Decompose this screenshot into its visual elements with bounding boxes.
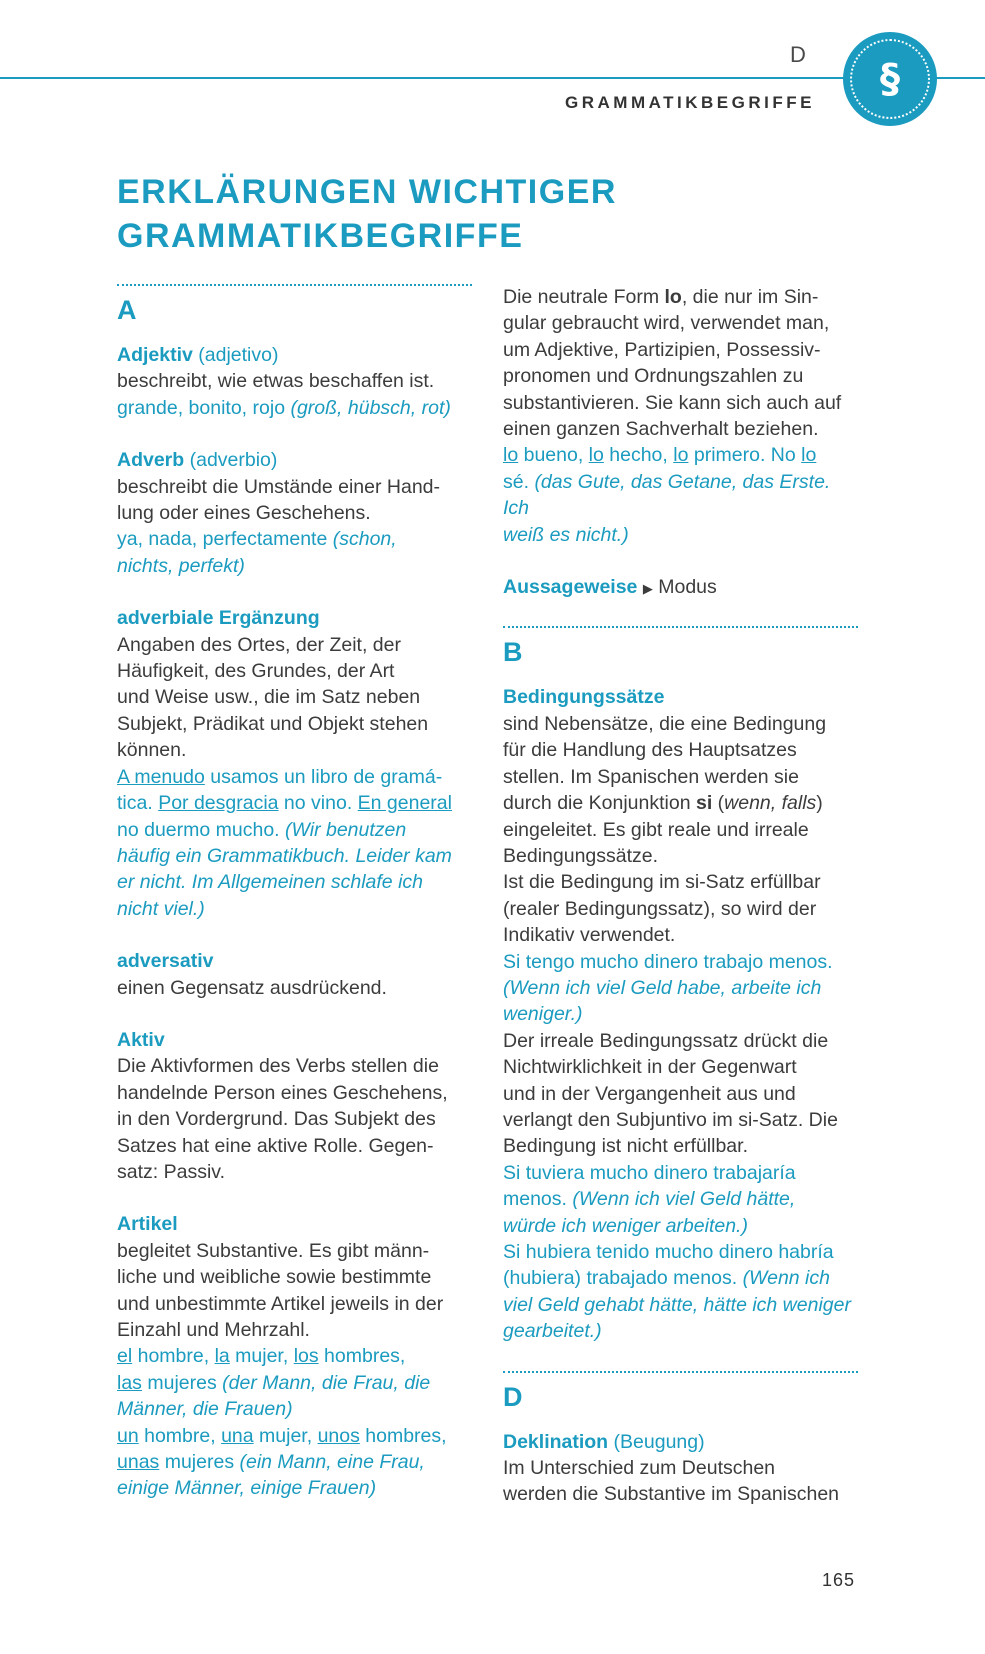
example-line: nicht viel.) (117, 897, 205, 920)
term: Adverb (117, 449, 185, 472)
term: Aktiv (117, 1028, 165, 1051)
right-column (503, 284, 858, 1508)
example-line: sé. (das Gute, das Getane, das Erste. Ich (503, 470, 831, 520)
cross-reference-arrow-icon: ▶ (642, 581, 653, 597)
definition-line: und unbestimmte Artikel jeweils in der (117, 1292, 444, 1315)
term: Adjektiv (117, 344, 193, 366)
definition-line: Der irreale Bedingungssatz drückt die (503, 1029, 829, 1052)
section-divider (503, 626, 858, 628)
definition-line: Angaben des Ortes, der Zeit, der (117, 633, 401, 656)
header-rule (0, 77, 985, 79)
entry-adversativ (117, 948, 472, 1001)
example-line: weniger.) (503, 1003, 583, 1026)
translation: (adjetivo) (198, 344, 279, 366)
example-line: häufig ein Grammatikbuch. Leider kam (117, 844, 452, 867)
entry-aktiv (117, 1027, 472, 1185)
definition-line: um Adjektive, Partizipien, Possessiv- (503, 338, 821, 361)
page-title-line-2: GRAMMATIKBEGRIFFE (117, 217, 524, 255)
translation: (Beugung) (613, 1430, 705, 1453)
letter-heading-b: B (503, 637, 523, 668)
definition-line: Ist die Bedingung im si-Satz erfüllbar (503, 871, 821, 894)
definition-line: gular gebraucht wird, verwendet man, (503, 312, 830, 335)
paragraph-icon: § (880, 56, 900, 102)
definition-line: handelnde Person eines Geschehens, (117, 1081, 448, 1104)
example-line: einige Männer, einige Frauen) (117, 1477, 377, 1500)
definition-line: Subjekt, Prädikat und Objekt stehen (117, 712, 429, 735)
section-label: GRAMMATIKBEGRIFFE (565, 93, 815, 112)
translation: (adverbio) (189, 449, 278, 472)
term: Artikel (117, 1213, 178, 1236)
badge-ring (850, 39, 930, 119)
definition-line: satz: Passiv. (117, 1160, 226, 1183)
example-line: nichts, perfekt) (117, 554, 245, 577)
term: Deklination (503, 1430, 609, 1453)
definition-line: einen ganzen Sachverhalt beziehen. (503, 418, 819, 441)
definition-line: für die Handlung des Hauptsatzes (503, 739, 797, 762)
definition-line: beschreibt die Umstände einer Hand- (117, 475, 441, 498)
example-line: (hubiera) trabajado menos. (Wenn ich (503, 1267, 830, 1290)
example-line: viel Geld gehabt hätte, hätte ich weniger (503, 1293, 851, 1316)
section-letter: D (790, 42, 806, 67)
example-line: lo bueno, lo hecho, lo primero. No lo (503, 444, 817, 467)
definition-line: sind Nebensätze, die eine Bedingung (503, 712, 827, 735)
page-title-line-1: ERKLÄRUNGEN WICHTIGER (117, 173, 617, 211)
definition-line: und in der Vergangenheit aus und (503, 1082, 796, 1105)
letter-heading-d: D (503, 1381, 523, 1412)
entry-adverb (117, 447, 472, 579)
entry-adverbiale-ergaenzung (117, 605, 472, 922)
example: ya, nada, perfectamente (schon, (117, 528, 397, 551)
definition-line: können. (117, 739, 187, 762)
section-divider (503, 1371, 858, 1373)
example-line: er nicht. Im Allgemeinen schlafe ich (117, 871, 424, 894)
cross-reference[interactable]: Modus (658, 576, 717, 599)
definition-line: Die Aktivformen des Verbs stellen die (117, 1055, 439, 1078)
definition: einen Gegensatz ausdrückend. (117, 976, 387, 999)
example-line: A menudo usamos un libro de gramá- (117, 765, 443, 788)
definition-line: und Weise usw., die im Satz neben (117, 686, 421, 709)
definition-line: eingeleitet. Es gibt reale und irreale (503, 818, 809, 841)
example-line: würde ich weniger arbeiten.) (503, 1214, 748, 1237)
definition-line: lung oder eines Geschehens. (117, 502, 371, 525)
definition-line: Im Unterschied zum Deutschen (503, 1457, 776, 1480)
example-line: Männer, die Frauen) (117, 1398, 293, 1421)
entry-deklination (503, 1429, 858, 1508)
entry-neutral-lo (503, 284, 858, 548)
definition-line: verlangt den Subjuntivo im si-Satz. Die (503, 1108, 838, 1131)
example-line: gearbeitet.) (503, 1320, 602, 1343)
example-line: Si tuviera mucho dinero trabajaría (503, 1161, 796, 1184)
definition-line: (realer Bedingungssatz), so wird der (503, 897, 817, 920)
example-line: weiß es nicht.) (503, 523, 629, 546)
definition-line: liche und weibliche sowie bestimmte (117, 1266, 432, 1289)
example-line: unas mujeres (ein Mann, eine Frau, (117, 1451, 425, 1474)
definition-line: Bedingungssätze. (503, 844, 659, 867)
definition-line: in den Vordergrund. Das Subjekt des (117, 1108, 436, 1131)
example-line: el hombre, la mujer, los hombres, (117, 1345, 406, 1368)
example-line: no duermo mucho. (Wir benutzen (117, 818, 407, 841)
entry-aussageweise (503, 574, 858, 602)
term: adversativ (117, 950, 214, 973)
definition-line: Einzahl und Mehrzahl. (117, 1319, 310, 1341)
example-line: Si tengo mucho dinero trabajo menos. (503, 950, 833, 973)
letter-heading-a: A (117, 295, 137, 325)
example-line: las mujeres (der Mann, die Frau, die (117, 1371, 431, 1394)
example-line: Si hubiera tenido mucho dinero habría (503, 1241, 834, 1263)
definition-line: durch die Konjunktion si (wenn, falls) (503, 792, 823, 815)
definition-line: stellen. Im Spanischen werden sie (503, 765, 799, 788)
example-line: un hombre, una mujer, unos hombres, (117, 1424, 447, 1447)
definition-line: Satzes hat eine aktive Rolle. Gegen- (117, 1134, 434, 1157)
page-number: 165 (822, 1570, 856, 1590)
definition-line: Häufigkeit, des Grundes, der Art (117, 660, 395, 683)
term: Aussageweise (503, 576, 638, 599)
entry-artikel (117, 1211, 472, 1501)
example-line: (Wenn ich viel Geld habe, arbeite ich (503, 976, 822, 999)
example: grande, bonito, rojo (groß, hübsch, rot) (117, 396, 451, 419)
definition-line: substantivieren. Sie kann sich auch auf (503, 391, 842, 414)
definition-line: Indikativ verwendet. (503, 924, 676, 947)
term: adverbiale Ergänzung (117, 607, 320, 630)
example-line: menos. (Wenn ich viel Geld hätte, (503, 1188, 796, 1211)
page-title (117, 170, 717, 258)
definition-line: Nichtwirklichkeit in der Gegenwart (503, 1056, 797, 1079)
definition-line: begleitet Substantive. Es gibt männ- (117, 1239, 430, 1262)
entry-bedingungssaetze (503, 684, 858, 1344)
section-divider (117, 284, 472, 286)
left-column (117, 284, 472, 1502)
section-badge (843, 32, 937, 126)
entry-adjektiv (117, 342, 472, 421)
example-line: tica. Por desgracia no vino. En general (117, 792, 452, 815)
definition-line: Bedingung ist nicht erfüllbar. (503, 1135, 748, 1158)
definition-line: werden die Substantive im Spanischen (503, 1483, 840, 1506)
term: Bedingungssätze (503, 686, 665, 709)
definition: beschreibt, wie etwas beschaffen ist. (117, 370, 435, 393)
definition-line: Die neutrale Form lo, die nur im Sin- (503, 286, 819, 308)
definition-line: pronomen und Ordnungszahlen zu (503, 365, 804, 388)
